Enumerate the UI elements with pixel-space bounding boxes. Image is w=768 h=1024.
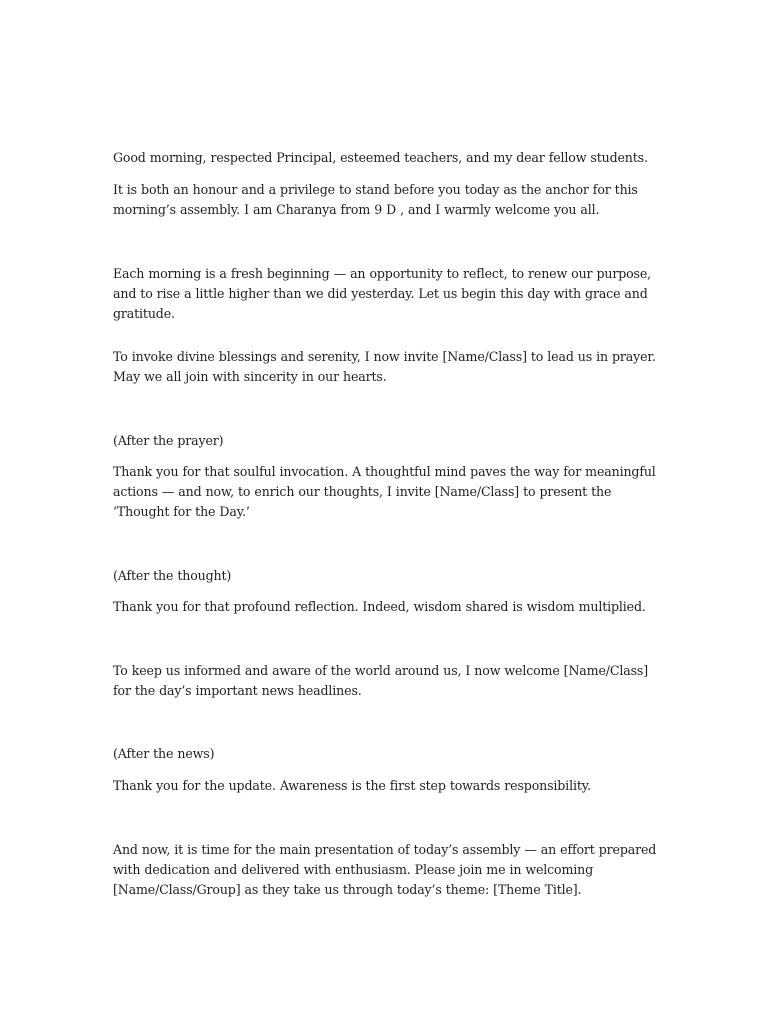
after-news-note: (After the news) xyxy=(113,746,215,761)
news-thanks-paragraph: Thank you for the update. Awareness is the first step towards responsibility. xyxy=(113,778,591,793)
after-thought-note: (After the thought) xyxy=(113,568,232,583)
morning-reflection-paragraph: Each morning is a fresh beginning — an opportunity to reflect, to renew our purpose, and to rise a little higher than we did yesterday. Let us begin this day with grace and gratitude. xyxy=(113,266,652,321)
news-invitation-paragraph: To keep us informed and aware of the world around us, I now welcome [Name/Class] for the day’s important news headlines. xyxy=(113,663,648,698)
prayer-invitation-paragraph: To invoke divine blessings and serenity, I now invite [Name/Class] to lead us in prayer. May we all join with sincerity in our hearts. xyxy=(113,349,656,384)
reflection-thanks-paragraph: Thank you for that profound reflection. Indeed, wisdom shared is wisdom multiplied. xyxy=(113,599,646,614)
introduction-paragraph: It is both an honour and a privilege to stand before you today as the anchor for this morning’s assembly. I am Charanya from 9 D , and I warmly welcome you all. xyxy=(113,182,638,217)
greeting-paragraph: Good morning, respected Principal, esteemed teachers, and my dear fellow students. xyxy=(113,150,648,165)
thought-invitation-paragraph: Thank you for that soulful invocation. A thoughtful mind paves the way for meaningful actions — and now, to enrich our thoughts, I invite [Name/Class] to present the ‘Thought for the Day.’ xyxy=(113,464,656,519)
main-presentation-paragraph: And now, it is time for the main presentation of today’s assembly — an effort prepared with dedication and delivered with enthusiasm. Please join me in welcoming [Name/Class/Group] as they take us through today’s theme: [Theme Title]. xyxy=(113,842,657,897)
after-prayer-note: (After the prayer) xyxy=(113,433,224,448)
